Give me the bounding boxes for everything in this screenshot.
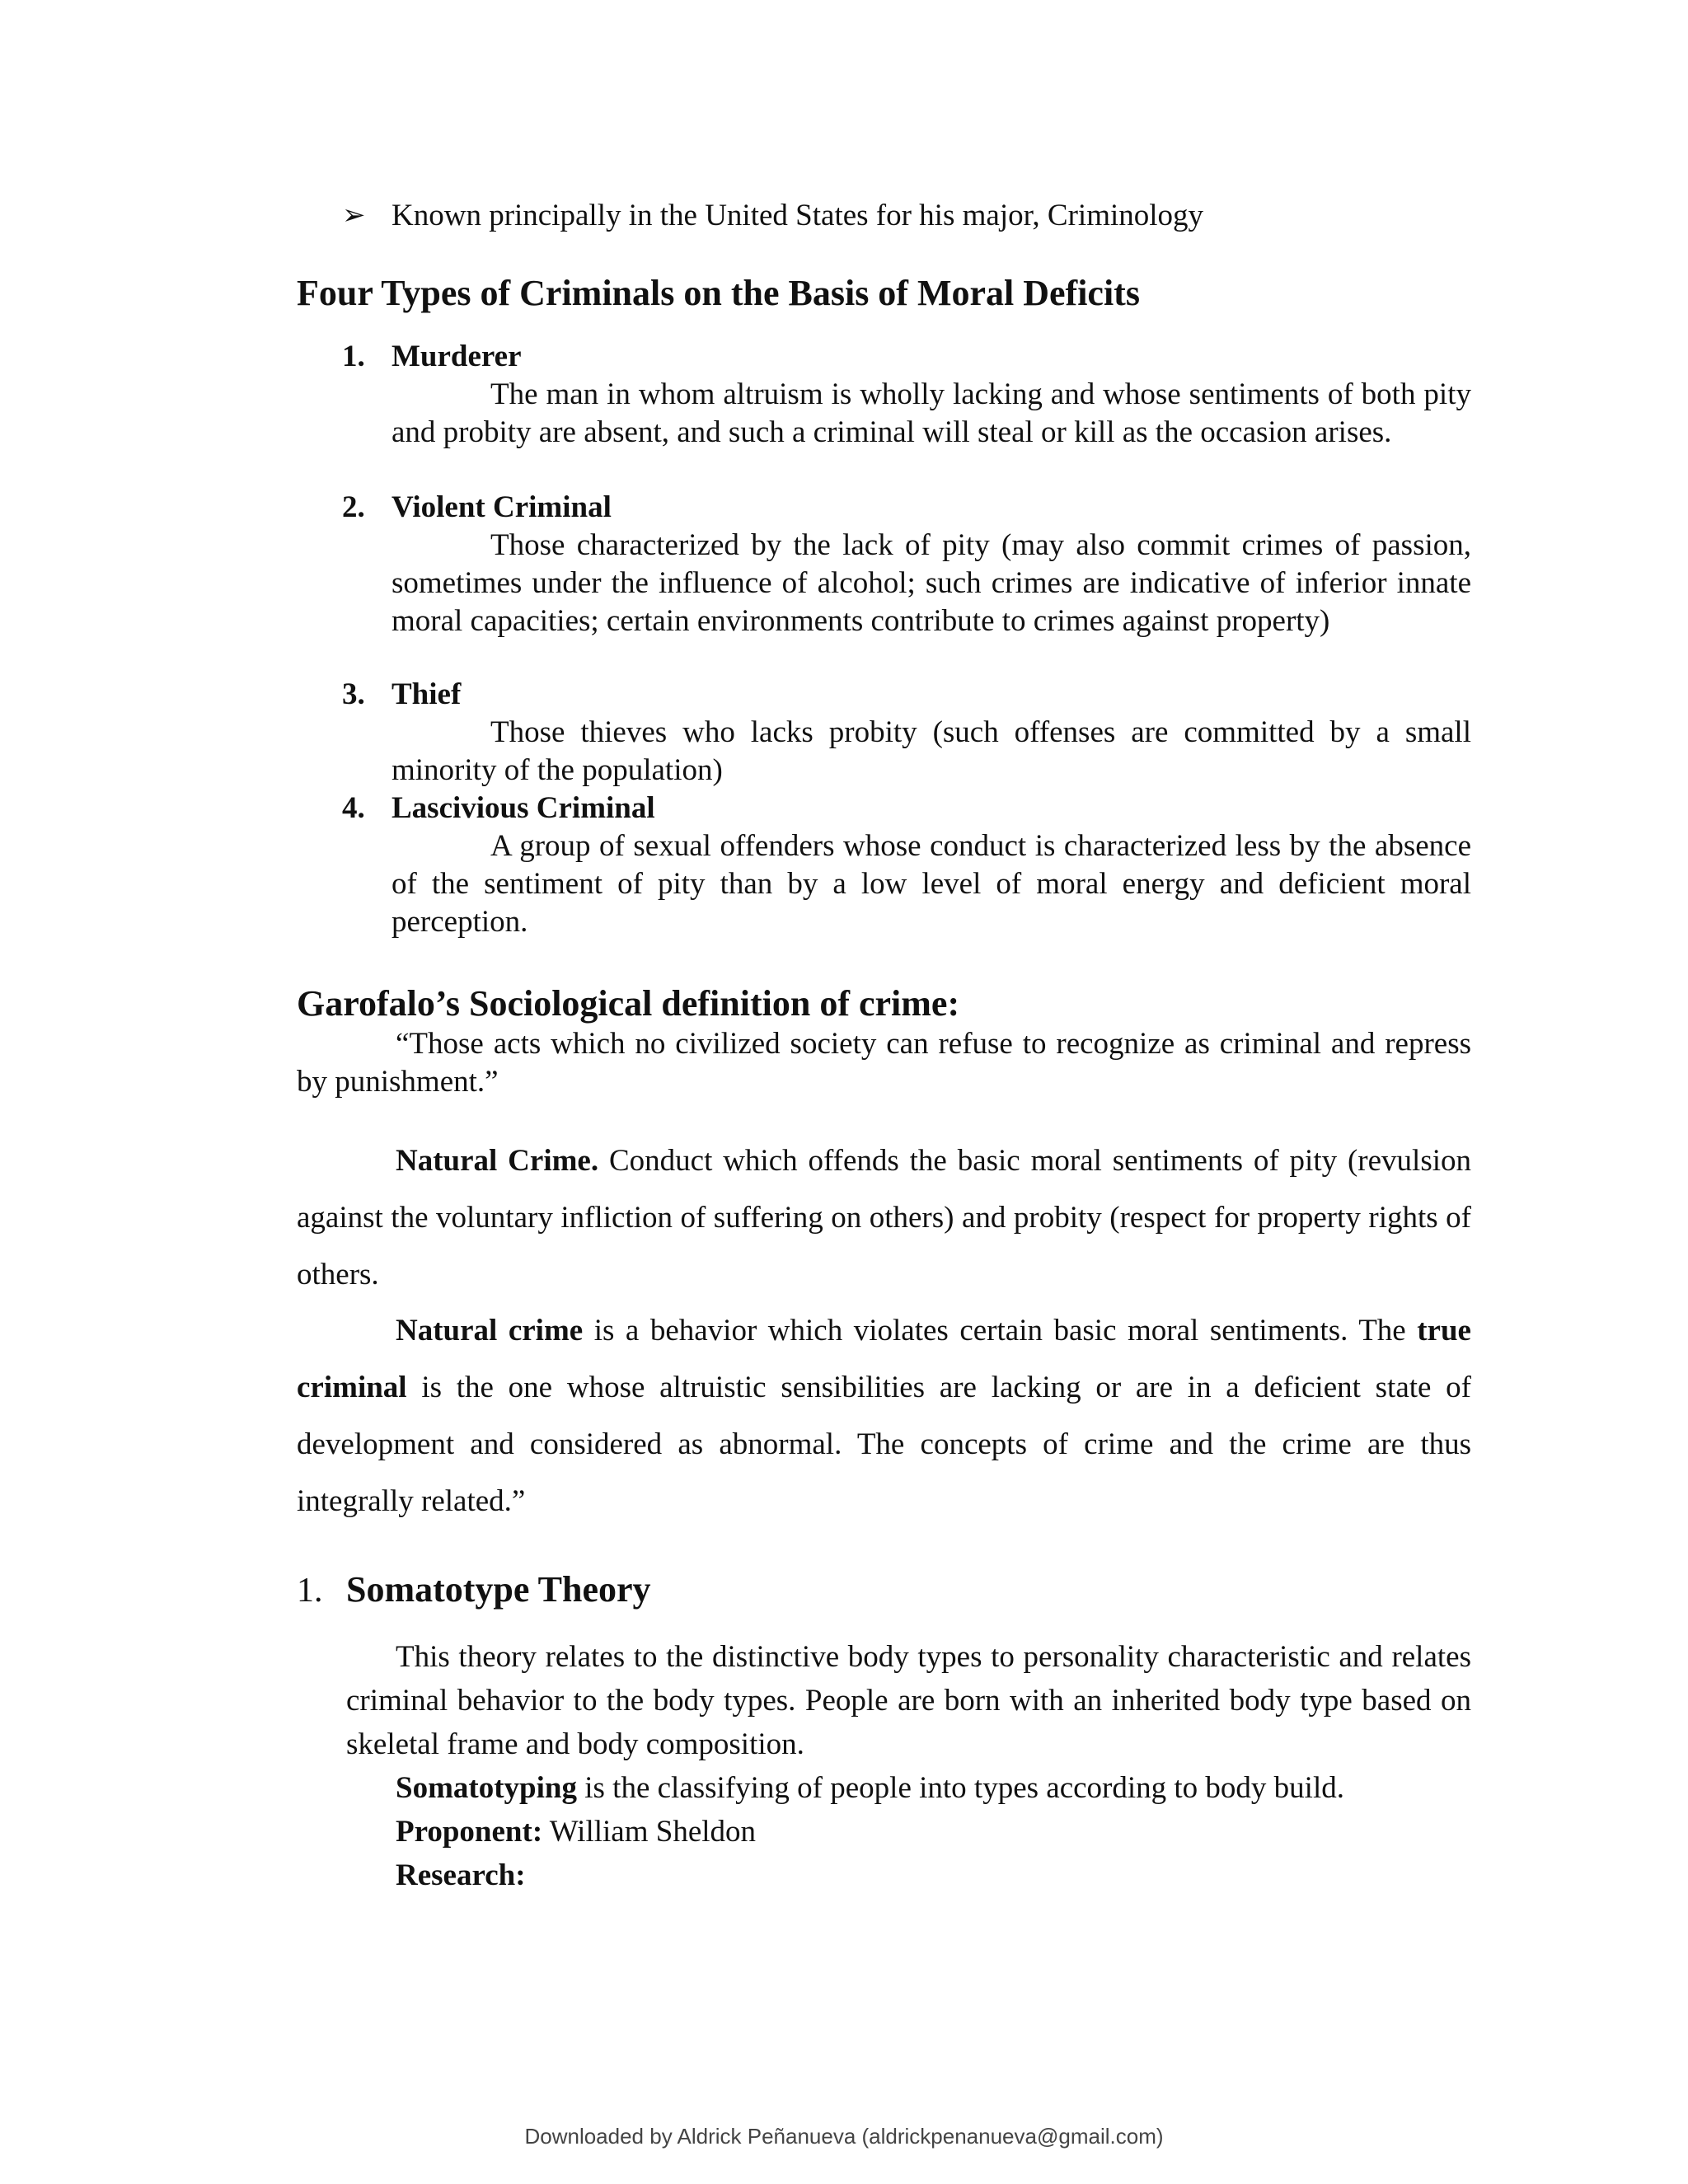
bullet-text: Known principally in the United States for his major, Criminology [392, 199, 1204, 232]
list-item-number: 1. [342, 340, 365, 373]
list-item-title: Murderer [392, 340, 522, 373]
section-heading-criminal-types: Four Types of Criminals on the Basis of Moral Deficits [297, 273, 1140, 313]
true-criminal-term: true criminal [297, 1314, 1471, 1404]
section-heading-definition: Garofalo’s Sociological definition of crime: [297, 983, 960, 1024]
list-item-lascivious-criminal [342, 790, 1471, 941]
somatotype-paragraph: This theory relates to the distinctive body types to personality characteristic and relates criminal behavior to the body types. People are born with an inherited body type based on skeletal frame and body composition. [346, 1640, 1471, 1761]
section-title: Somatotype Theory [346, 1569, 651, 1610]
somatotyping-definition: Somatotyping is the classifying of people into types according to body build. [396, 1771, 1344, 1805]
list-item-number: 2. [342, 490, 365, 524]
somatotyping-term: Somatotyping [396, 1771, 577, 1805]
list-item-description: Those characterized by the lack of pity (may also commit crimes of passion, sometimes under the influence of alcohol; such crimes are indicative of inferior innate moral capacities; certain environments contribute to crimes against property) [392, 528, 1471, 638]
list-item-violent-criminal [342, 489, 1471, 640]
proponent-value: William Sheldon [542, 1815, 757, 1849]
bullet-line [342, 194, 1203, 237]
list-item-number: 4. [342, 791, 365, 825]
list-item-description: Those thieves who lacks probity (such offenses are committed by a small minority of the population) [392, 715, 1471, 787]
definition-quote: “Those acts which no civilized society can refuse to recognize as criminal and repress by punishment.” [297, 1027, 1471, 1099]
list-item-title: Thief [392, 677, 462, 711]
list-item-murderer [342, 338, 1471, 452]
natural-crime-paragraph: Natural Crime. Conduct which offends the basic moral sentiments of pity (revulsion against the voluntary infliction of suffering on others) and probity (respect for property rights of others. [297, 1144, 1471, 1291]
research-label: Research: [396, 1858, 526, 1892]
list-item-title: Violent Criminal [392, 490, 612, 524]
natural-crime-term: Natural crime [396, 1314, 584, 1347]
arrow-bullet-icon: ➢ [342, 200, 366, 231]
section-heading-somatotype [297, 1568, 651, 1610]
proponent-label: Proponent: [396, 1815, 543, 1849]
list-item-description: A group of sexual offenders whose conduct is characterized less by the absence of the sentiment of pity than by a low level of moral energy and deficient moral perception. [392, 829, 1471, 939]
natural-crime-term: Natural Crime. [396, 1144, 599, 1178]
true-criminal-paragraph: Natural crime is a behavior which violates certain basic moral sentiments. The true criminal is the one whose altruistic sensibilities are lacking or are in a deficient state of development and considered as abnormal. The concepts of crime and the crime are thus integrally related.” [297, 1314, 1471, 1518]
proponent-line [396, 1810, 756, 1854]
list-item-description: The man in whom altruism is wholly lacking and whose sentiments of both pity and probity are absent, and such a criminal will steal or kill as the occasion arises. [392, 377, 1471, 449]
download-footer: Downloaded by Aldrick Peñanueva (aldrickpenanueva@gmail.com) [524, 2124, 1164, 2149]
list-item-number: 3. [342, 677, 365, 711]
list-item-title: Lascivious Criminal [392, 791, 655, 825]
section-number: 1. [297, 1572, 323, 1610]
list-item-thief [342, 676, 1471, 790]
